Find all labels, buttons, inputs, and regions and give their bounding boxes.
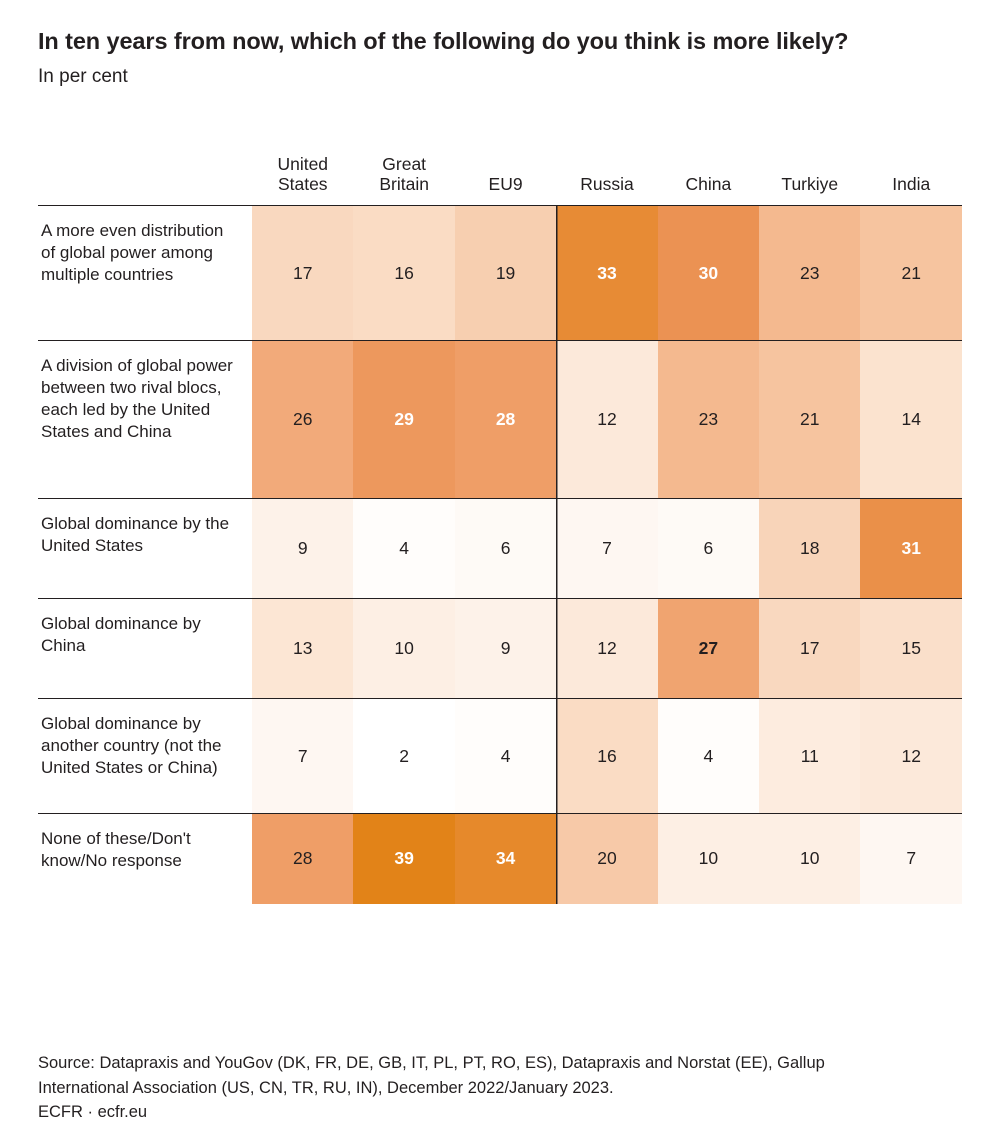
page-title: In ten years from now, which of the following do you think is more likely? <box>38 28 849 54</box>
cell-r0-c0: 17 <box>252 206 353 341</box>
row-label-other-country-dominance: Global dominance by another country (not the United States or China) <box>38 699 252 814</box>
heatmap-table <box>38 154 962 904</box>
row-label-two-rival-blocs: A division of global power between two rival blocs, each led by the United States and China <box>38 341 252 499</box>
cell-r2-c1: 4 <box>353 499 454 599</box>
column-header-eu9: EU9 <box>488 174 523 195</box>
source-line-3: ECFR · ecfr.eu <box>38 1103 148 1122</box>
row-label-none-of-these: None of these/Don't know/No response <box>38 814 252 904</box>
cell-r3-c2: 9 <box>455 599 556 699</box>
cell-r4-c0: 7 <box>252 699 353 814</box>
column-header-india: India <box>892 174 931 195</box>
chart-page <box>0 26 1000 1141</box>
cell-r4-c4: 4 <box>658 699 759 814</box>
cell-r2-c2: 6 <box>455 499 556 599</box>
cell-r5-c3: 20 <box>556 814 657 904</box>
cell-r3-c6: 15 <box>860 599 962 699</box>
cell-r3-c3: 12 <box>556 599 657 699</box>
cell-r1-c6: 14 <box>860 341 962 499</box>
cell-r5-c5: 10 <box>759 814 860 904</box>
cell-r2-c0: 9 <box>252 499 353 599</box>
source-line-1: Source: Datapraxis and YouGov (DK, FR, DE, GB, IT, PL, PT, RO, ES), Datapraxis and Norstat (EE), Gallup <box>38 1053 825 1072</box>
table-row <box>38 499 962 599</box>
cell-r0-c2: 19 <box>455 206 556 341</box>
table-row <box>38 341 962 499</box>
cell-r1-c2: 28 <box>455 341 556 499</box>
cell-r5-c2: 34 <box>455 814 556 904</box>
table-row <box>38 599 962 699</box>
source-note <box>38 1051 825 1125</box>
cell-r4-c6: 12 <box>860 699 962 814</box>
cell-r3-c5: 17 <box>759 599 860 699</box>
source-line-2: International Association (US, CN, TR, RU, IN), December 2022/January 2023. <box>38 1078 614 1097</box>
column-header-turkiye: Turkiye <box>781 174 839 195</box>
table-body <box>38 206 962 904</box>
cell-r2-c6: 31 <box>860 499 962 599</box>
cell-r4-c2: 4 <box>455 699 556 814</box>
cell-r1-c0: 26 <box>252 341 353 499</box>
cell-r2-c4: 6 <box>658 499 759 599</box>
row-label-even-distribution: A more even distribution of global power among multiple countries <box>38 206 252 341</box>
cell-r1-c3: 12 <box>556 341 657 499</box>
table-row <box>38 206 962 341</box>
table-row <box>38 699 962 814</box>
row-label-china-dominance: Global dominance by China <box>38 599 252 699</box>
cell-r5-c1: 39 <box>353 814 454 904</box>
cell-r0-c6: 21 <box>860 206 962 341</box>
page-subtitle: In per cent <box>38 65 128 87</box>
table-header <box>38 154 962 206</box>
cell-r3-c1: 10 <box>353 599 454 699</box>
cell-r4-c1: 2 <box>353 699 454 814</box>
cell-r0-c4: 30 <box>658 206 759 341</box>
cell-r1-c5: 21 <box>759 341 860 499</box>
column-header-united-states: United States <box>277 153 329 195</box>
cell-r2-c3: 7 <box>556 499 657 599</box>
cell-r3-c4: 27 <box>658 599 759 699</box>
column-header-rowlabel <box>38 154 252 206</box>
cell-r3-c0: 13 <box>252 599 353 699</box>
column-header-russia: Russia <box>580 174 634 195</box>
cell-r1-c4: 23 <box>658 341 759 499</box>
cell-r1-c1: 29 <box>353 341 454 499</box>
table-row <box>38 814 962 904</box>
cell-r4-c5: 11 <box>759 699 860 814</box>
cell-r0-c1: 16 <box>353 206 454 341</box>
cell-r5-c0: 28 <box>252 814 353 904</box>
cell-r4-c3: 16 <box>556 699 657 814</box>
cell-r0-c3: 33 <box>556 206 657 341</box>
column-header-china: China <box>685 174 732 195</box>
cell-r5-c6: 7 <box>860 814 962 904</box>
cell-r2-c5: 18 <box>759 499 860 599</box>
cell-r0-c5: 23 <box>759 206 860 341</box>
column-header-great-britain: Great Britain <box>379 153 429 195</box>
cell-r5-c4: 10 <box>658 814 759 904</box>
row-label-us-dominance: Global dominance by the United States <box>38 499 252 599</box>
